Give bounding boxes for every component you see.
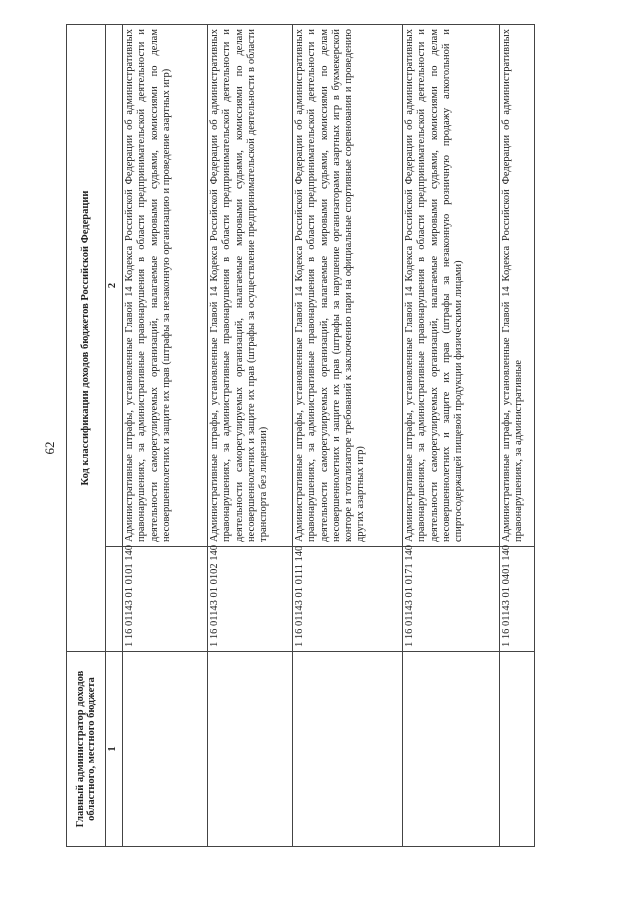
income-description: Административные штрафы, установленные Главой 14 Кодекса Российской Федерации об административных правонарушениях, за административные правонарушения в области предпринимательской деятельности и деятельности саморегулируемых организаций, налагаемые мировыми судьями, комиссиями по делам несовершеннолетних и защите их прав (штрафы за осуществление предпринимательской деятельности в области транспорта без лицензии)	[208, 25, 293, 547]
column-number-3: 2	[106, 25, 123, 547]
administrator-cell	[403, 652, 500, 847]
column-number-2	[106, 547, 123, 652]
classification-code: 1 16 01143 01 0171 140	[403, 547, 500, 652]
column-number-row	[106, 25, 123, 847]
classification-code: 1 16 01143 01 0111 140	[293, 547, 403, 652]
income-description: Административные штрафы, установленные Главой 14 Кодекса Российской Федерации об административных правонарушениях, за административные правонарушения в области предпринимательской деятельности и деятельности саморегулируемых организаций, налагаемые мировыми судьями, комиссиями по делам несовершеннолетних и защите их прав (штрафы за незаконную организацию и проведение азартных игр)	[123, 25, 208, 547]
administrator-cell	[293, 652, 403, 847]
header-classification-code: Код классификации доходов бюджетов Российской Федерации	[67, 25, 106, 652]
table-row	[293, 25, 403, 847]
page-number: 62	[42, 441, 57, 455]
table-row	[500, 25, 535, 847]
table-row	[403, 25, 500, 847]
classification-code: 1 16 01143 01 0401 140	[500, 547, 535, 652]
table-row	[123, 25, 208, 847]
income-description: Административные штрафы, установленные Главой 14 Кодекса Российской Федерации об административных правонарушениях, за административные правонарушения в области предпринимательской деятельности и деятельности саморегулируемых организаций, налагаемые мировыми судьями, комиссиями по делам несовершеннолетних и защите их прав (штрафы за нарушение организаторами азартных игр в букмекерской конторе и тотализаторе требований к заключению пари на официальные спортивные соревнования и проведению других азартных игр)	[293, 25, 403, 547]
administrator-cell	[208, 652, 293, 847]
administrator-cell	[123, 652, 208, 847]
classification-code: 1 16 01143 01 0102 140	[208, 547, 293, 652]
table-row	[208, 25, 293, 847]
income-description: Административные штрафы, установленные Главой 14 Кодекса Российской Федерации об административных правонарушениях, за административные	[500, 25, 535, 547]
income-description: Административные штрафы, установленные Главой 14 Кодекса Российской Федерации об административных правонарушениях, за административные правонарушения в области предпринимательской деятельности и деятельности саморегулируемых организаций, налагаемые мировыми судьями, комиссиями по делам несовершеннолетних и защите их прав (штрафы за незаконную розничную продажу алкогольной и спиртосодержащей пищевой продукции физическими лицами)	[403, 25, 500, 547]
header-chief-administrator: Главный администратор доходов областного, местного бюджета	[67, 652, 106, 847]
column-number-1: 1	[106, 652, 123, 847]
administrator-cell	[500, 652, 535, 847]
table-header-row	[67, 25, 106, 847]
budget-classification-table	[66, 24, 535, 847]
classification-code: 1 16 01143 01 0101 140	[123, 547, 208, 652]
